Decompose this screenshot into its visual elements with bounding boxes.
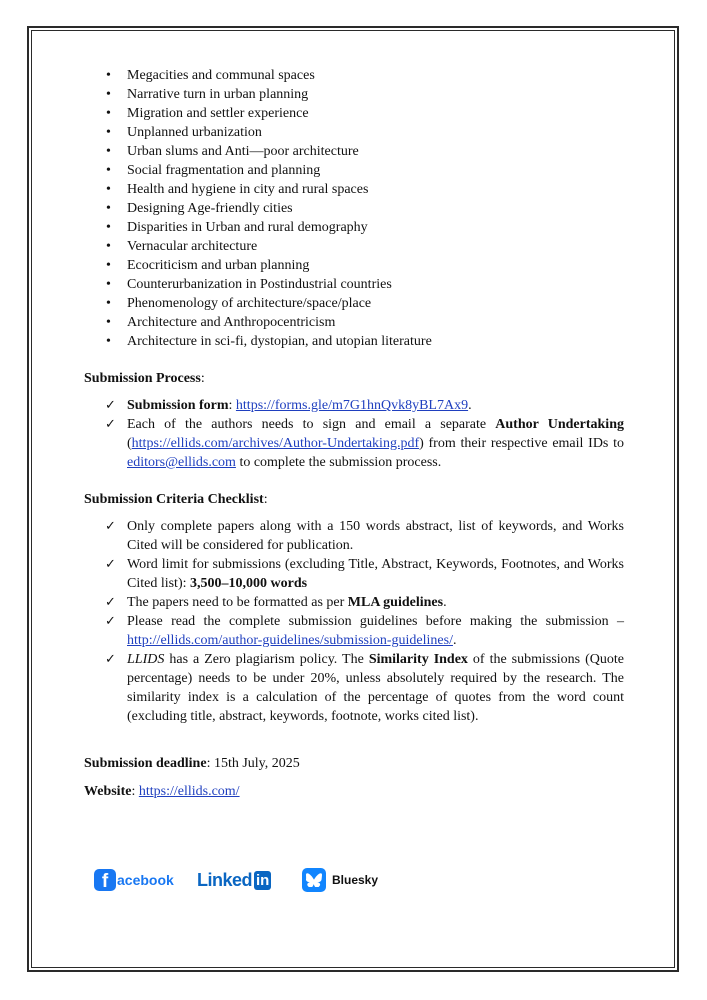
list-item: • Architecture and Anthropocentricism <box>84 313 624 332</box>
list-item: • Narrative turn in urban planning <box>84 85 624 104</box>
list-item: • Social fragmentation and planning <box>84 161 624 180</box>
checkmark-icon: ✓ <box>105 398 116 413</box>
list-item: ✓ The papers need to be formatted as per MLA guidelines. <box>105 595 447 610</box>
linkedin-icon: in <box>256 871 270 889</box>
document-body <box>84 66 624 801</box>
checkmark-icon: ✓ <box>105 614 116 629</box>
facebook-link[interactable] <box>94 866 174 894</box>
website-link[interactable]: https://ellids.com/ <box>138 784 240 799</box>
submission-process-list <box>84 396 624 472</box>
list-item: • Health and hygiene in city and rural spaces <box>84 180 624 199</box>
checkmark-icon: ✓ <box>105 595 116 610</box>
author-undertaking-link[interactable]: https://ellids.com/archives/Author-Undertaking.pdf <box>131 436 420 451</box>
submission-criteria-heading: Submission Criteria Checklist: <box>84 492 268 507</box>
list-item: • Designing Age-friendly cities <box>84 199 624 218</box>
checkmark-icon: ✓ <box>105 417 116 432</box>
list-item: ✓ Only complete papers along with a 150 words abstract, list of keywords, and Works Cited will be considered for publication. <box>105 519 624 553</box>
list-item: • Vernacular architecture <box>84 237 624 256</box>
list-item: • Disparities in Urban and rural demography <box>84 218 624 237</box>
submission-process-heading: Submission Process: <box>84 371 205 386</box>
topics-list <box>84 66 624 351</box>
bluesky-link[interactable] <box>302 866 378 894</box>
submission-guidelines-link[interactable]: http://ellids.com/author-guidelines/submission-guidelines/ <box>127 633 453 648</box>
list-item: ✓ LLIDS has a Zero plagiarism policy. The Similarity Index of the submissions (Quote percentage) needs to be under 20%, unless absolutely required by the research. The similarity index is a calculation of the percentage of quotes from the word count (excluding title, abstract, keywords, footnote, works cited list). <box>105 652 624 724</box>
list-item: • Ecocriticism and urban planning <box>84 256 624 275</box>
checkmark-icon: ✓ <box>105 519 116 534</box>
bluesky-label: Bluesky <box>332 873 379 887</box>
submission-form-link[interactable]: https://forms.gle/m7G1hnQvk8yBL7Ax9 <box>235 398 469 413</box>
list-item: • Megacities and communal spaces <box>84 66 624 85</box>
list-item: ✓ Submission form: https://forms.gle/m7G1hnQvk8yBL7Ax9. <box>105 398 472 413</box>
list-item: ✓ Please read the complete submission guidelines before making the submission – http://ellids.com/author-guidelines/submission-guidelines/. <box>105 614 624 648</box>
facebook-label: acebook <box>117 872 174 888</box>
editors-email-link[interactable]: editors@ellids.com <box>127 455 236 470</box>
list-item: • Migration and settler experience <box>84 104 624 123</box>
bluesky-butterfly-icon <box>302 868 326 892</box>
checkmark-icon: ✓ <box>105 557 116 572</box>
list-item: • Unplanned urbanization <box>84 123 624 142</box>
linkedin-link[interactable] <box>197 866 271 894</box>
linkedin-label: Linked <box>197 869 253 890</box>
list-item: ✓ Each of the authors needs to sign and email a separate Author Undertaking (https://ellids.com/archives/Author-Undertaking.pdf) from their respective email IDs to editors@ellids.com to complete the submission process. <box>105 417 624 470</box>
checkmark-icon: ✓ <box>105 652 116 667</box>
list-item: • Urban slums and Anti—poor architecture <box>84 142 624 161</box>
facebook-icon: f <box>94 869 116 891</box>
social-links <box>94 866 394 894</box>
website-line: Website: https://ellids.com/ <box>84 784 240 799</box>
list-item: • Counterurbanization in Postindustrial countries <box>84 275 624 294</box>
list-item: • Architecture in sci-fi, dystopian, and utopian literature <box>84 332 624 351</box>
submission-deadline: Submission deadline: 15th July, 2025 <box>84 756 300 771</box>
list-item: ✓ Word limit for submissions (excluding Title, Abstract, Keywords, Footnotes, and Works Cited list): 3,500–10,000 words <box>105 557 624 591</box>
list-item: • Phenomenology of architecture/space/place <box>84 294 624 313</box>
submission-criteria-list <box>84 517 624 726</box>
